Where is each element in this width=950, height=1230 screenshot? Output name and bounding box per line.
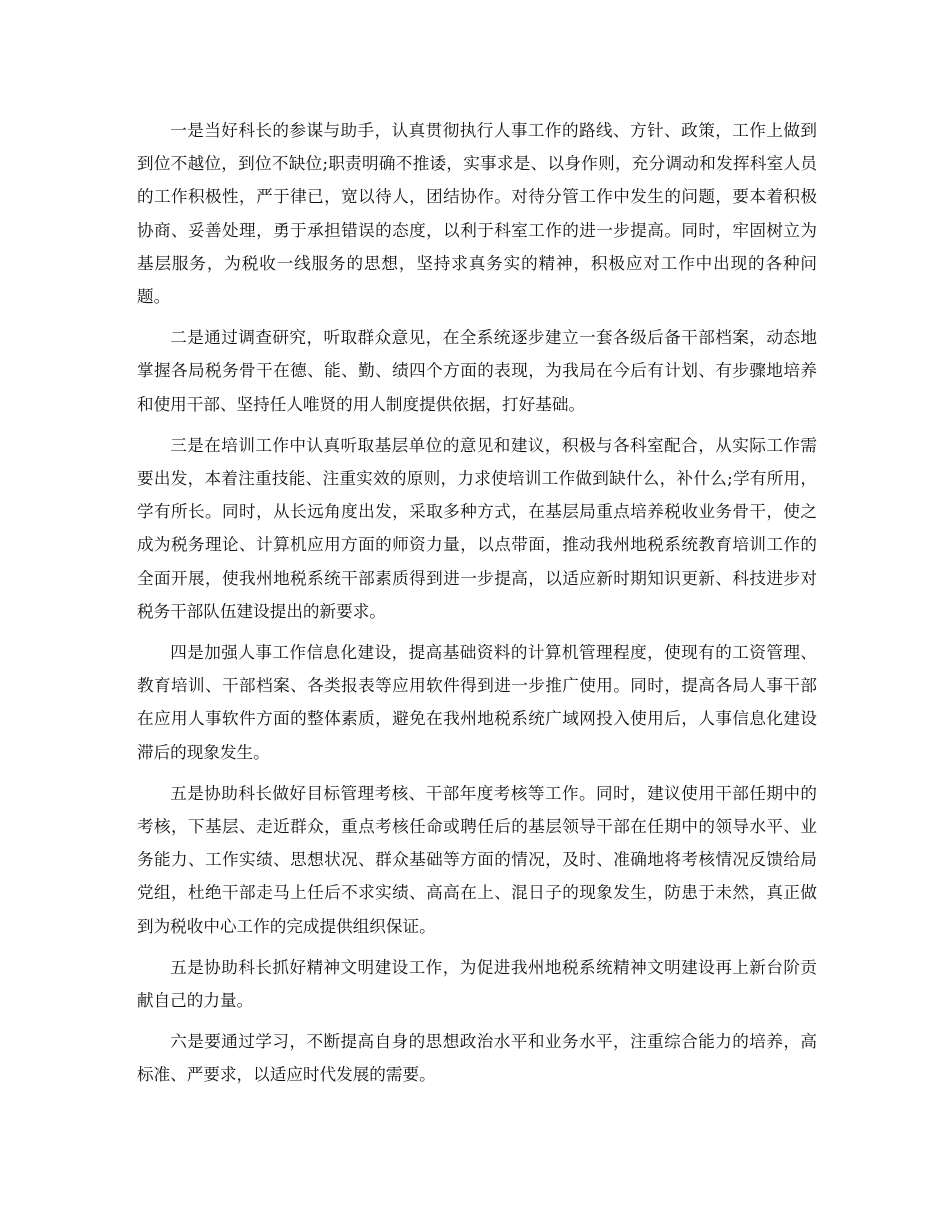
paragraph-2: 二是通过调查研究，听取群众意见，在全系统逐步建立一套各级后备干部档案，动态地掌握各局税务骨干在德、能、勤、绩四个方面的表现，为我局在今后有计划、有步骤地培养和使用干部、坚持任人唯贤的用人制度提供依据，打好基础。 (137, 328, 817, 414)
paragraph-7: 六是要通过学习，不断提高自身的思想政治水平和业务水平，注重综合能力的培养，高标准、严要求，以适应时代发展的需要。 (137, 1032, 817, 1085)
paragraph-5: 五是协助科长做好目标管理考核、干部年度考核等工作。同时，建议使用干部任期中的考核，下基层、走近群众，重点考核任命或聘任后的基层领导干部在任期中的领导水平、业务能力、工作实绩、思想状况、群众基础等方面的情况，及时、准确地将考核情况反馈给局党组，杜绝干部走马上任后不求实绩、高高在上、混日子的现象发生，防患于未然，真正做到为税收中心工作的完成提供组织保证。 (137, 783, 817, 936)
document-body (137, 114, 817, 1100)
paragraph-1: 一是当好科长的参谋与助手，认真贯彻执行人事工作的路线、方针、政策，工作上做到到位不越位，到位不缺位;职责明确不推诿，实事求是、以身作则，充分调动和发挥科室人员的工作积极性，严于律已，宽以待人，团结协作。对待分管工作中发生的问题，要本着积极协商、妥善处理，勇于承担错误的态度，以利于科室工作的进一步提高。同时，牢固树立为基层服务，为税收一线服务的思想，坚持求真务实的精神，积极应对工作中出现的各种问题。 (137, 121, 817, 307)
paragraph-4: 四是加强人事工作信息化建设，提高基础资料的计算机管理程度，使现有的工资管理、教育培训、干部档案、各类报表等应用软件得到进一步推广使用。同时，提高各局人事干部在应用人事软件方面的整体素质，避免在我州地税系统广域网投入使用后，人事信息化建设滞后的现象发生。 (137, 643, 817, 762)
paragraph-3: 三是在培训工作中认真听取基层单位的意见和建议，积极与各科室配合，从实际工作需要出发，本着注重技能、注重实效的原则，力求使培训工作做到缺什么，补什么;学有所用，学有所长。同时，从长远角度出发，采取多种方式，在基层局重点培养税收业务骨干，使之成为税务理论、计算机应用方面的师资力量，以点带面，推动我州地税系统教育培训工作的全面开展，使我州地税系统干部素质得到进一步提高，以适应新时期知识更新、科技进步对税务干部队伍建设提出的新要求。 (137, 435, 817, 621)
paragraph-6: 五是协助科长抓好精神文明建设工作，为促进我州地税系统精神文明建设再上新台阶贡献自己的力量。 (137, 957, 817, 1011)
